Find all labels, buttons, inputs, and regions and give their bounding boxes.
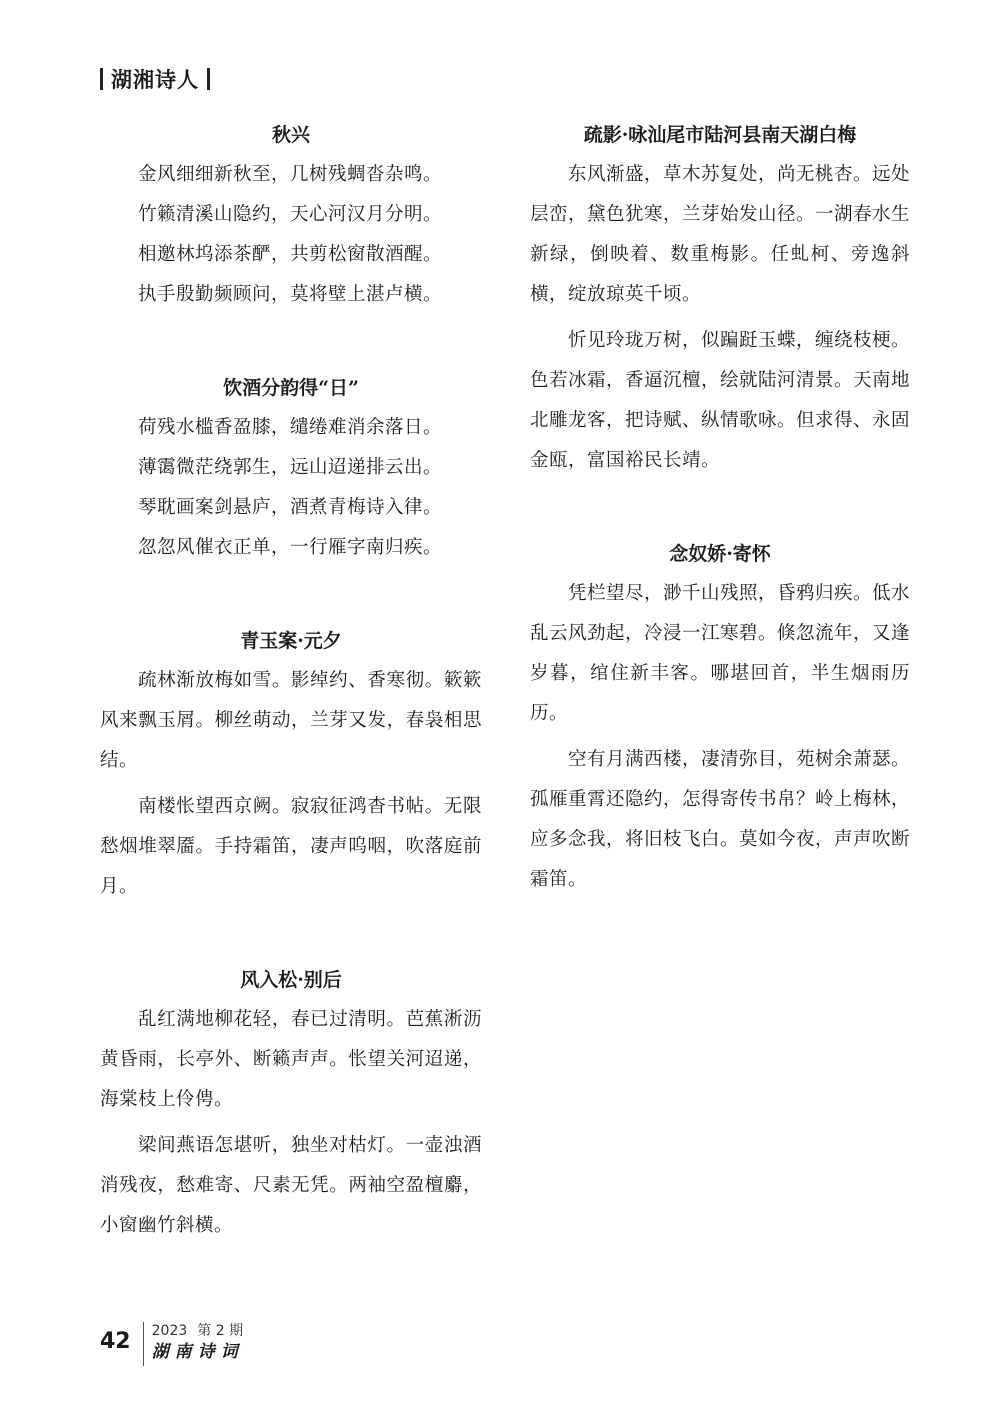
- section-title: 湖湘诗人: [111, 68, 199, 92]
- poem-line: 相邀林坞添茶酽，共剪松窗散酒醒。: [138, 244, 443, 265]
- poem-paragraph: 凭栏望尽，渺千山残照，昏鸦归疾。低水乱云风劲起，冷浸一江寒碧。倏忽流年，又逢岁暮，绾住新丰客。哪堪回首，半生烟雨历历。: [530, 583, 911, 724]
- poem-title: 青玉案·元夕: [240, 630, 342, 652]
- poem-line: 金风细细新秋至，几树残蜩沓杂鸣。: [138, 164, 443, 185]
- poem-line: 琴耽画案剑悬庐，酒煮青梅诗入律。: [138, 497, 443, 518]
- magazine-name: 湖南诗词: [151, 1342, 244, 1362]
- poem-yinjiu: [100, 371, 482, 568]
- poem-line: 竹籁清溪山隐约，天心河汉月分明。: [138, 204, 443, 225]
- poem-niannujiao: [530, 537, 910, 900]
- issue-number: 第 2 期: [197, 1323, 244, 1339]
- poem-title: 疏影·咏汕尾市陆河县南天湖白梅: [583, 124, 857, 146]
- page-footer: [100, 1322, 244, 1366]
- poem-qiuxing: [100, 118, 482, 315]
- poem-paragraph: 乱红满地柳花轻，春已过清明。芭蕉淅沥黄昏雨，长亭外、断籁声声。怅望关河迢递，海棠枝上伶俜。: [100, 1009, 482, 1110]
- poem-paragraph: 南楼怅望西京阙。寂寂征鸿杳书帖。无限愁烟堆翠靥。手持霜笛，凄声呜咽，吹落庭前月。: [100, 796, 482, 897]
- poem-title: 秋兴: [271, 124, 310, 146]
- poem-paragraph: 梁间燕语怎堪听，独坐对枯灯。一壶浊酒消残夜，愁难寄、尺素无凭。两袖空盈檀麝，小窗幽竹斜横。: [100, 1135, 482, 1236]
- poem-fengrusong: [100, 963, 482, 1246]
- poem-shuying: [530, 118, 910, 481]
- poem-title: 念奴娇·寄怀: [669, 543, 771, 565]
- poem-line: 忽忽风催衣正单，一行雁字南归疾。: [138, 537, 443, 558]
- poem-title: 饮酒分韵得“日”: [223, 377, 359, 399]
- poem-line: 荷残水槛香盈膝，缱绻难消余落日。: [138, 417, 443, 438]
- section-label: [100, 64, 210, 94]
- poem-qingyuan: [100, 624, 482, 907]
- right-bar: [207, 68, 210, 90]
- left-bar: [100, 68, 103, 90]
- poem-title: 风入松·别后: [240, 969, 342, 991]
- issue-year: 2023: [151, 1323, 188, 1339]
- poem-paragraph: 疏林渐放梅如雪。影绰约、香寒彻。簌簌风来飘玉屑。柳丝萌动，兰芽又发，春袅相思结。: [100, 670, 482, 771]
- poem-line: 执手殷勤频顾问，莫将壁上湛卢横。: [138, 284, 443, 305]
- poem-paragraph: 忻见玲珑万树，似蹁跹玉蝶，缠绕枝梗。色若冰霜，香逼沉檀，绘就陆河清景。天南地北雕龙客，把诗赋、纵情歌咏。但求得、永固金瓯，富国裕民长靖。: [530, 330, 911, 471]
- left-column: [100, 118, 482, 1302]
- footer-divider: [143, 1322, 144, 1366]
- publication-info: [152, 1322, 244, 1364]
- page-number: 42: [100, 1329, 131, 1354]
- poem-paragraph: 东风渐盛，草木苏复处，尚无桃杏。远处层峦，黛色犹寒，兰芽始发山径。一湖春水生新绿，倒映着、数重梅影。任虬柯、旁逸斜横，绽放琼英千顷。: [530, 164, 911, 305]
- issue-info: [152, 1322, 244, 1340]
- right-column: [530, 118, 910, 956]
- poem-paragraph: 空有月满西楼，凄清弥目，苑树余萧瑟。孤雁重霄还隐约，怎得寄传书帛？岭上梅林，应多念我，将旧枝飞白。莫如今夜，声声吹断霜笛。: [530, 749, 911, 890]
- poem-line: 薄霭微茫绕郭生，远山迢递排云出。: [138, 457, 443, 478]
